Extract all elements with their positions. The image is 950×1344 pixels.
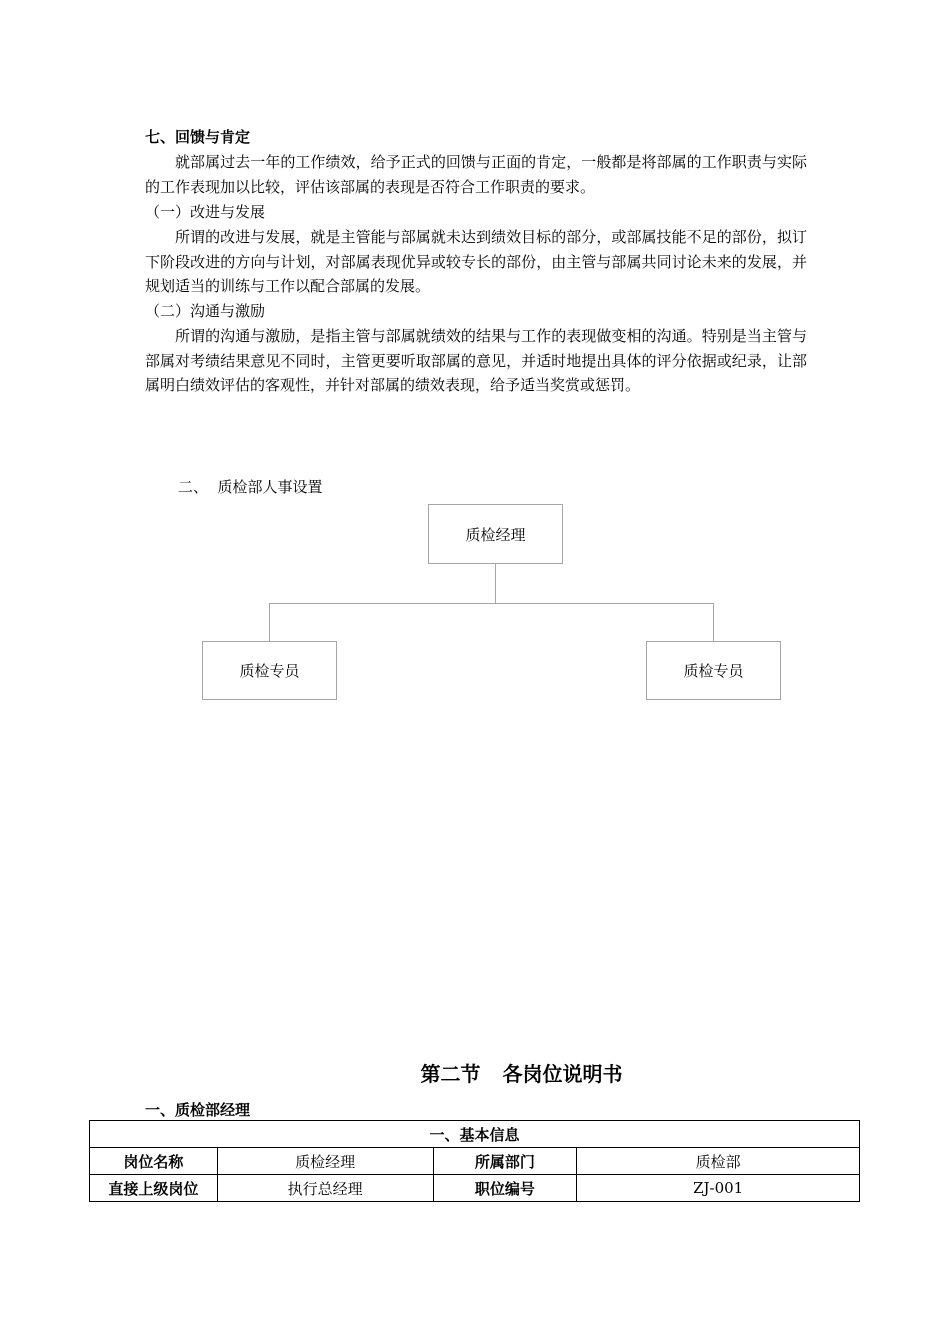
section-heading-feedback: 七、回馈与肯定	[145, 128, 251, 146]
chapter-title-part-a: 第二节	[420, 1062, 481, 1086]
subheading-qc-manager: 一、质检部经理	[145, 1101, 251, 1119]
table-cell-value: 质检部	[577, 1148, 860, 1175]
subheading-communication: （二）沟通与激励	[145, 302, 266, 320]
table-cell-label: 所属部门	[433, 1148, 577, 1175]
table-cell-label: 直接上级岗位	[90, 1175, 218, 1202]
paragraph-communication: 所谓的沟通与激励，是指主管与部属就绩效的结果与工作的表现做变相的沟通。特别是当主管与部属对考绩结果意见不同时，主管更要听取部属的意见，并适时地提出具体的评分依据或纪录，让部属明白绩效评估的客观性，并针对部属的绩效表现，给予适当奖赏或惩罚。	[145, 327, 807, 394]
section-heading-org: 二、 质检部人事设置	[178, 478, 323, 496]
org-label-specialist-right: 质检专员	[683, 662, 744, 680]
table-cell-value: 质检经理	[217, 1148, 433, 1175]
table-row	[90, 1148, 860, 1175]
org-box-specialist-left	[202, 641, 337, 700]
table-caption-row	[90, 1121, 860, 1148]
org-label-manager: 质检经理	[465, 525, 526, 544]
org-label-specialist-left: 质检专员	[239, 662, 300, 680]
org-connector-left	[269, 603, 270, 641]
table-cell-value: 执行总经理	[217, 1175, 433, 1202]
table-caption: 一、基本信息	[90, 1121, 860, 1148]
org-box-specialist-right	[646, 641, 781, 700]
org-connector-right	[713, 603, 714, 641]
paragraph-feedback-intro: 就部属过去一年的工作绩效，给予正式的回馈与正面的肯定，一般都是将部属的工作职责与实际的工作表现加以比较，评估该部属的表现是否符合工作职责的要求。	[145, 153, 807, 196]
paragraph-improvement: 所谓的改进与发展，就是主管能与部属就未达到绩效目标的部分，或部属技能不足的部份，拟订下阶段改进的方向与计划，对部属表现优异或较专长的部份，由主管与部属共同讨论未来的发展，并规划适当的训练与工作以配合部属的发展。	[145, 228, 807, 295]
table-cell-value: ZJ-001	[577, 1175, 860, 1202]
table-cell-label: 职位编号	[433, 1175, 577, 1202]
table-row	[90, 1175, 860, 1202]
chapter-title-part-b: 各岗位说明书	[502, 1062, 623, 1086]
org-box-manager	[428, 504, 563, 564]
basic-info-table	[89, 1120, 860, 1202]
org-connector-horizontal	[269, 603, 714, 604]
org-connector-vertical-top	[495, 564, 496, 604]
subheading-improvement: （一）改进与发展	[145, 203, 266, 221]
table-cell-label: 岗位名称	[90, 1148, 218, 1175]
chapter-title	[0, 1058, 950, 1087]
